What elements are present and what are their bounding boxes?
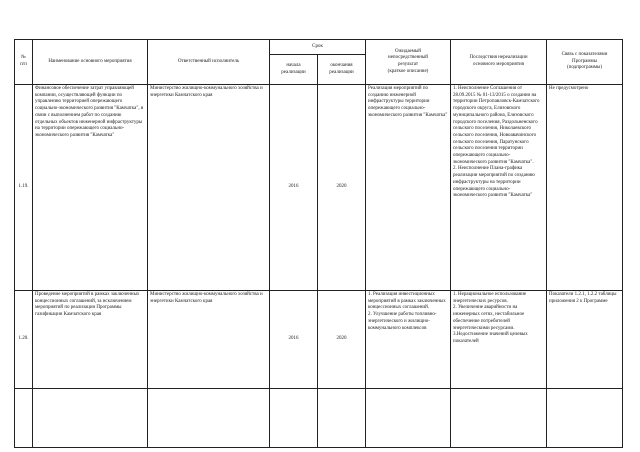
row-activity-name: Проведение мероприятий в рамках заключенных концессионных соглашений, за исключением мероприятий по реализации Программы газификации Камчатского края: [33, 291, 148, 389]
row-num: 1.20.: [15, 291, 33, 389]
row-start-year: 2016: [270, 291, 318, 389]
row-end-year: 2020: [318, 291, 366, 389]
table-empty-row: [15, 389, 623, 448]
header-executor: Ответственный исполнитель: [148, 40, 270, 85]
header-term-end: окончания реализации: [318, 55, 366, 85]
row-consequences: 1. Нерациональное использование энергетических ресурсов. 2. Увеличение аварийности на инженерных сетях, нестабильное обеспечение потребителей энергетическими ресурсами. 3.Недостижение значений целевых показателей: [451, 291, 547, 389]
header-indicator-link: Связь с показателями Программы (подпрограммы): [547, 40, 623, 85]
header-expected-result: Ожидаемый непосредственный результат (краткое описание): [366, 40, 451, 85]
row-expected-result: Реализация мероприятий по созданию инженерной инфраструктуры территории опережающего социально-экономического развития "Камчатка": [366, 85, 451, 291]
table-row: [15, 85, 623, 291]
row-num: 1.19.: [15, 85, 33, 291]
activities-table: [14, 39, 623, 448]
row-indicator-link: Показатели 1.2.1, 1.2.2 таблицы приложения 2 к Программе: [547, 291, 623, 389]
row-consequences: 1. Неисполнение Соглашения от 28.09.2015 № 01-13/2015 о создании на территории Петропавловск-Камчатского городского округа, Елизовского муниципального района, Елизовского городского поселения, Раздольненского сельского поселения, Николаевского сельского поселения, Новоавачинского сельского поселения, Паратунского сельского поселения территории опережающего социально-экономического развития "Камчатка". 2. Неисполнение Плана-графика реализации мероприятий по созданию инфраструктуры на территории опережающего социально-экономического развития "Камчатка": [451, 85, 547, 291]
row-expected-result: 1. Реализация инвестиционных мероприятий в рамках заключенных концессионных соглашений. 2. Улучшение работы топливно-энергетического и жилищно-коммунального комплексов: [366, 291, 451, 389]
header-term: Срок: [270, 40, 366, 55]
header-consequences: Последствия нереализации основного мероприятия: [451, 40, 547, 85]
header-num: № п/п: [15, 40, 33, 85]
row-start-year: 2016: [270, 85, 318, 291]
table-header-row: [15, 40, 623, 55]
row-end-year: 2020: [318, 85, 366, 291]
header-activity-name: Наименование основного мероприятия: [33, 40, 148, 85]
row-executor: Министерство жилищно-коммунального хозяйства и энергетики Камчатского края: [148, 291, 270, 389]
table-row: [15, 291, 623, 389]
row-activity-name: Финансовое обеспечение затрат управляющей компании, осуществляющей функции по управлению территорией опережающего социально-экономического развития "Камчатка", в связи с выполнением работ по созданию отдельных объектов инженерной инфраструктуры на территории опережающего социально-экономического развития "Камчатка": [33, 85, 148, 291]
row-executor: Министерство жилищно-коммунального хозяйства и энергетики Камчатского края: [148, 85, 270, 291]
header-term-start: начала реализации: [270, 55, 318, 85]
row-indicator-link: Не предусмотрено: [547, 85, 623, 291]
